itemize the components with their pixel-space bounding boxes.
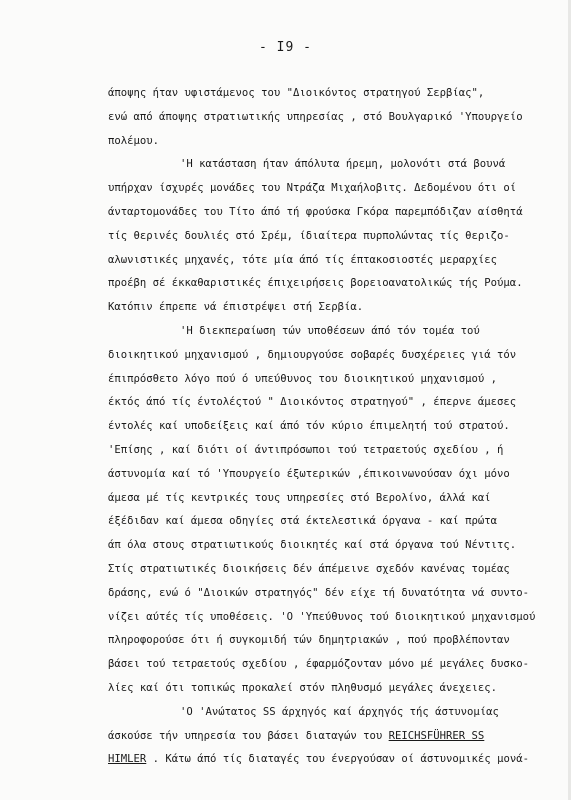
text-line: [108, 748, 548, 772]
text-line: άνταρτομονάδες του Τίτο άπό τή φρούσκα Γκόρα παρεμπόδιζαν αίσθητά: [108, 205, 523, 218]
body-text: [108, 82, 548, 772]
text-line: έπιπρόσθετο λόγο πού ό υπεύθυνος του διοικητικού μηχανισμού ,: [108, 372, 498, 385]
text-line: άπ όλα στους στρατιωτικούς διοικητές καί στά όργανα τού Νέντιτς.: [108, 539, 517, 552]
text-line: διοικητικού μηχανισμού , δημιουργούσε σοβαρές δυσχέρειες γιά τόν: [108, 348, 517, 361]
text-line: υπήρχαν ίσχυρές μονάδες του Ντράζα Μιχαήλοβιτς. Δεδομένου ότι οί: [108, 182, 517, 195]
text-line: τίς θερινές δουλιές στό Σρέμ, ίδιαίτερα πυρπολώντας τίς θεριζο-: [108, 229, 510, 242]
text-segment: άσκούσε τήν υπηρεσία του βάσει διαταγών του: [108, 729, 389, 742]
text-line: προέβη σέ έκκαθαριστικές έπιχειρήσεις βορειοανατολικώς τής Ρούμα.: [108, 277, 523, 290]
text-line: άστυνομία καί τό 'Υπουργείο έξωτερικών ,έπικοινωνούσαν όχι μόνο: [108, 467, 510, 480]
reichsfuhrer-ss-text: REICHSFÜHRER SS: [388, 729, 485, 742]
text-line: λίες καί ότι τοπικώς προκαλεί στόν πληθυσμό μεγάλες άνεχειες.: [108, 681, 498, 694]
text-line: έξέδιδαν καί άμεσα οδηγίες στά έκτελεστικά όργανα - καί πρώτα: [108, 515, 498, 528]
text-line: βάσει τού τετραετούς σχεδίου , έφαρμόζονταν μόνο μέ μεγάλες δυσκο-: [108, 658, 529, 671]
text-line: 'Ο 'Ανώτατος SS άρχηγός καί άρχηγός τής άστυνομίας: [180, 705, 499, 718]
text-line: άμεσα μέ τίς κεντρικές τους υπηρεσίες στό Βερολίνο, άλλά καί: [108, 491, 491, 504]
text-line: έντολές καί υποδείξεις καί άπό τόν κύριο έπιμελητή τού στρατού.: [108, 420, 510, 433]
text-line: πολέμου.: [108, 134, 160, 147]
text-line: Κατόπιν έπρεπε νά έπιστρέψει στή Σερβία.: [108, 301, 364, 314]
text-line: [108, 725, 548, 749]
text-line: αλωνιστικές μηχανές, τότε μία άπό τίς έπτακοσιοστές μεραρχίες: [108, 253, 498, 266]
text-line: έκτός άπό τίς έντολέςτού " Διοικόντος στρατηγού" , έπερνε άμεσες: [108, 396, 517, 409]
text-line: 'Επίσης , καί διότι οί άντιπρόσωποι τού τετραετούς σχεδίου , ή: [108, 443, 504, 456]
himler-text: HIMLER: [108, 753, 147, 766]
page-number: - I9 -: [259, 40, 312, 55]
text-line: νίζει αύτές τίς υποθέσεις. 'Ο 'Υπεύθυνος τού διοικητικού μηχανισμού: [108, 610, 536, 623]
text-line: πληροφορούσε ότι ή συγκομιδή τών δημητριακών , πού προβλέπονταν: [108, 634, 510, 647]
text-line: Στίς στρατιωτικές διοικήσεις δέν άπέμεινε σχεδόν κανένας τομέας: [108, 562, 510, 575]
text-line: 'Η διεκπεραίωση τών υποθέσεων άπό τόν τομέα τού: [180, 324, 480, 337]
text-line: δράσης, ενώ ό "Διοικών στρατηγός" δέν είχε τή δυνατότητα νά συντο-: [108, 586, 529, 599]
text-line: 'Η κατάσταση ήταν άπόλυτα ήρεμη, μολονότι στά βουνά: [180, 158, 506, 171]
text-line: ενώ από άποψης στρατιωτικής υπηρεσίας , στό Βουλγαρικό 'Υπουργείο: [108, 110, 523, 123]
text-line: άποψης ήταν υφιστάμενος του "Διοικόντος στρατηγού Σερβίας",: [108, 87, 485, 99]
text-segment: . Κάτω άπό τίς διαταγές του ένεργούσαν οί άστυνομικές μονά-: [146, 753, 529, 766]
